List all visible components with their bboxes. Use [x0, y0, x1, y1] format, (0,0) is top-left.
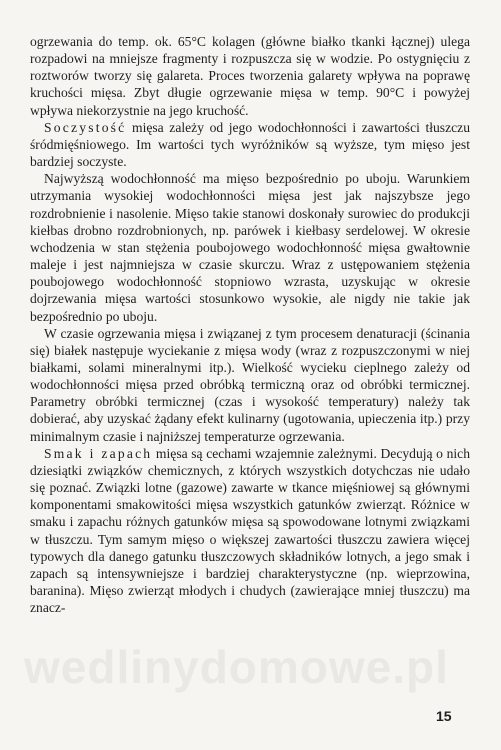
paragraph-1 — [30, 33, 470, 119]
page-number: 15 — [436, 708, 452, 724]
paragraph-5 — [30, 445, 470, 617]
body-text — [30, 33, 470, 616]
paragraph-4 — [30, 325, 470, 445]
paragraph-5-lead: Smak i zapach — [44, 445, 153, 461]
watermark: wedlinydomowe.pl — [24, 641, 449, 693]
paragraph-2-text: mięsa zależy od jego wodochłonności i zawartości tłuszczu śródmięśniowego. Im wartości tych wyróżników są wyższe, tym mięso jest bardziej soczyste. — [30, 119, 470, 170]
paragraph-4-text: W czasie ogrzewania mięsa i związanej z tym procesem denaturacji (ścinania się) białek następuje wyciekanie z mięsa wody (wraz z rozpuszczonymi w niej białkami, solami mineralnymi itp.). Wielkość wycieku cieplnego zależy od wodochłonności mięsa przed obróbką termiczną oraz od obróbki termicznej. Parametry obróbki termicznej (czas i wysokość temperatury) należy tak dobierać, aby uzyskać żądany efekt kulinarny (ugotowania, upieczenia itp.) przy minimalnym czasie i najniższej temperaturze ogrzewania. — [30, 325, 470, 444]
paragraph-5-text: mięsa są cechami wzajemnie zależnymi. Decydują o nich dziesiątki związków chemicznych, z których wszystkich dotychczas nie udało się poznać. Związki lotne (gazowe) zawarte w tkance mięśniowej są głównymi komponentami smakowitości mięsa wszystkich gatunków zwierząt. Różnice w smaku i zapachu różnych gatunków mięsa są spowodowane lotnymi związkami w tłuszczu. Tym samym mięso o większej zawartości tłuszczu zawiera więcej typowych dla danego gatunku tłuszczowych składników lotnych, a jego smak i zapach są intensywniejsze i bardziej charakterystyczne (np. wieprzowina, baranina). Mięso zwierząt młodych i chudych (zawierające mniej tłuszczu) ma znacz- — [30, 445, 470, 616]
paragraph-3-text: Najwyższą wodochłonność ma mięso bezpośrednio po uboju. Warunkiem utrzymania wysokiej wodochłonności mięsa jest jak najszybsze jego rozdrobnienie i nasolenie. Mięso takie stanowi doskonały surowiec do produkcji kiełbas drobno rozdrobnionych, np. parówek i kiełbasy serdelowej. W okresie wchodzenia w stan stężenia poubojowego wodochłonność mięsa gwałtownie maleje i jest najmniejsza w czasie skurczu. Wraz z ustępowaniem stężenia poubojowego wodochłonność stopniowo wzrasta, uzyskując w okresie dojrzewania mięsa wartości stosunkowo wysokie, ale nigdy nie takie jak bezpośrednio po uboju. — [30, 171, 470, 324]
paragraph-3 — [30, 170, 470, 324]
paragraph-1-text: ogrzewania do temp. ok. 65°C kolagen (główne białko tkanki łącznej) ulega rozpadowi na mniejsze fragmenty i rozpuszcza się w wodzie. Po ostygnięciu z roztworów tworzy się galareta. Proces tworzenia galarety wpływa na poprawę kruchości mięsa. Zbyt długie ogrzewanie mięsa w temp. 90°C i powyżej wpływa niekorzystnie na jego kruchość. — [30, 34, 470, 118]
paragraph-2 — [30, 119, 470, 170]
paragraph-2-lead: Soczystość — [44, 119, 127, 135]
